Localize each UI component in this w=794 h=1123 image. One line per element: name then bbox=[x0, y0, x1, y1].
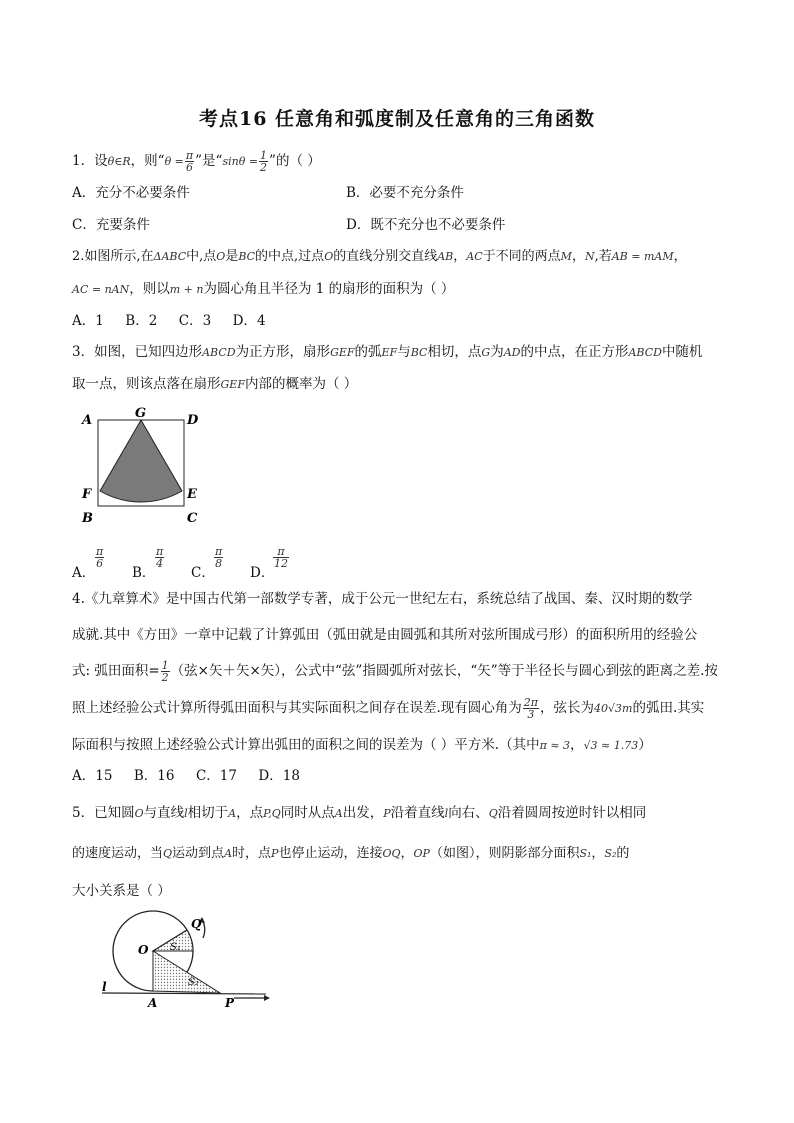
q3-l1f: 为 bbox=[490, 344, 504, 360]
q3-l1g: 的中点，在正方形 bbox=[520, 344, 629, 360]
q3-gef2: GEF bbox=[220, 378, 245, 391]
q2-l1h: ， bbox=[571, 249, 585, 264]
region-s2 bbox=[153, 951, 220, 993]
q4-l4c: 的弧田.其实 bbox=[632, 700, 705, 716]
q2-l1g: 于不同的两点 bbox=[482, 249, 561, 264]
page-title: 考点16 任意角和弧度制及任意角的三角函数 bbox=[198, 108, 596, 130]
q1-stem-d: ”的（ ） bbox=[269, 153, 321, 169]
q4-l5a: 际面积与按照上述经验公式计算出弧田的面积之间的误差为（ ）平方米.（其中 bbox=[72, 737, 540, 753]
q3-opt-c-den: 8 bbox=[215, 557, 223, 570]
q4-l3a: 式: 弧田面积= bbox=[72, 663, 160, 679]
q5-o: O bbox=[134, 807, 144, 820]
q5-p2: P bbox=[271, 847, 279, 860]
q5-l1e: 同时从点 bbox=[280, 805, 335, 821]
motion-arrowhead bbox=[264, 995, 270, 1001]
q3-abcd2: ABCD bbox=[628, 346, 662, 359]
q4-angle-frac bbox=[523, 697, 539, 720]
q1-cond1-num: π bbox=[185, 149, 194, 162]
q5-s2: S₂ bbox=[604, 847, 617, 860]
q3-gef: GEF bbox=[330, 346, 355, 359]
q1-stem-b: ，则“ bbox=[130, 153, 165, 169]
q5-l2e: ， bbox=[400, 846, 414, 861]
q5-l1b: 与直线 bbox=[143, 805, 185, 821]
q2-m: M bbox=[560, 250, 572, 263]
q3-opt-d-frac bbox=[273, 546, 289, 569]
label-s1: S₁ bbox=[170, 942, 181, 953]
q5-l2c: 时，点 bbox=[232, 846, 272, 861]
q2-bc: BC bbox=[238, 250, 256, 263]
q4-line-1: 4.《九章算术》是中国古代第一部数学专著，成于公元一世纪左右，系统总结了战国、秦、汉时期的数学 bbox=[72, 591, 693, 607]
q4-angle-num: 2π bbox=[523, 696, 539, 709]
q5-a: A bbox=[228, 807, 237, 820]
q5-l1f: 出发， bbox=[342, 805, 384, 821]
q5-line-2 bbox=[72, 845, 629, 863]
label-p: P bbox=[225, 996, 235, 1010]
q2-vec2: AC = nAN bbox=[72, 283, 130, 296]
q5-l2h: 的 bbox=[616, 846, 630, 861]
label-f: F bbox=[82, 487, 92, 502]
q3-opt-b-letter: B． bbox=[132, 565, 156, 581]
q1-cond1-den: 6 bbox=[186, 161, 194, 174]
q1-theta-r: θ∈R bbox=[107, 155, 131, 168]
q3-bc: BC bbox=[410, 346, 428, 359]
q3-opt-c-num: π bbox=[215, 545, 223, 558]
q5-p: P bbox=[383, 807, 391, 820]
label-a-point: A bbox=[148, 996, 158, 1010]
q4-l5c: ） bbox=[638, 737, 652, 753]
label-e: E bbox=[187, 487, 197, 502]
q5-q: Q bbox=[488, 807, 498, 820]
q3-opt-d-den: 12 bbox=[274, 557, 288, 570]
q1-cond2-den: 2 bbox=[260, 161, 268, 174]
q2-l1j: ， bbox=[673, 249, 687, 264]
label-s2: S₂ bbox=[188, 977, 199, 988]
q1-cond2-lhs: sinθ = bbox=[222, 155, 259, 168]
q5-l1i: 沿着圆周按逆时针以相同 bbox=[497, 805, 647, 821]
q5-q2: Q bbox=[163, 847, 173, 860]
q3-l1e: 相切，点 bbox=[427, 344, 482, 360]
q3-opt-d-num: π bbox=[273, 546, 289, 558]
label-b: B bbox=[82, 511, 93, 526]
q4-line-5 bbox=[72, 736, 652, 755]
q2-l1a: 2.如图所示,在 bbox=[72, 249, 154, 264]
q3-opt-b-num: π bbox=[156, 545, 164, 558]
q1-cond2-frac bbox=[259, 150, 268, 173]
label-o: O bbox=[138, 943, 149, 957]
q4-half-den: 2 bbox=[161, 671, 169, 684]
q1-option-c: C．充要条件 bbox=[72, 217, 150, 233]
q4-line-4 bbox=[72, 697, 704, 720]
q5-l1h: 向右、 bbox=[448, 805, 489, 821]
q3-l1c: 的弧 bbox=[354, 344, 382, 360]
q3-opt-b-frac bbox=[155, 546, 164, 569]
q4-l5b: ， bbox=[570, 737, 584, 753]
q2-mn: m + n bbox=[169, 283, 204, 296]
q5-l2b: 运动到点 bbox=[172, 846, 225, 861]
q5-figure bbox=[94, 906, 276, 1014]
q2-l1e: 的直线分别交直线 bbox=[333, 249, 438, 264]
q4-line-2: 成就.其中《方田》一章中记载了计算弧田（弧田就是由圆弧和其所对弦所围成弓形）的面积所用的经验公 bbox=[72, 627, 698, 643]
label-q: Q bbox=[191, 917, 202, 931]
q1-cond1-lhs: θ = bbox=[164, 155, 184, 168]
q1-cond2-num: 1 bbox=[260, 149, 268, 162]
q5-l2a: 的速度运动，当 bbox=[72, 846, 164, 861]
q5-line-1 bbox=[72, 804, 646, 823]
q1-option-b: B．必要不充分条件 bbox=[346, 185, 464, 201]
q4-l4b: ，弦长为 bbox=[540, 700, 595, 716]
q5-l1g: 沿着直线 bbox=[390, 805, 445, 821]
q2-o2: O bbox=[324, 250, 334, 263]
q5-l1c: 相切于 bbox=[187, 805, 229, 821]
q3-l1h: 中随机 bbox=[661, 344, 703, 360]
q5-l2d: 也停止运动，连接 bbox=[278, 846, 383, 861]
q3-opt-c-frac bbox=[214, 546, 223, 569]
q5-op: OP bbox=[413, 847, 430, 860]
label-l: l bbox=[102, 980, 107, 994]
q2-l2a: ，则以 bbox=[129, 281, 170, 297]
q5-l2g: ， bbox=[591, 846, 605, 861]
q5-s1: S₁ bbox=[579, 847, 592, 860]
q3-line-1 bbox=[72, 343, 702, 362]
q2-options: A．1 B．2 C．3 D．4 bbox=[72, 313, 266, 329]
q2-ab: AB bbox=[437, 250, 454, 263]
q3-ad: AD bbox=[503, 346, 521, 359]
q3-opt-b-den: 4 bbox=[156, 557, 164, 570]
q2-l1b: 中,点 bbox=[186, 249, 217, 264]
q3-ef: EF bbox=[381, 346, 398, 359]
q4-angle-den: 3 bbox=[527, 708, 535, 721]
q5-line-3: 大小关系是（ ） bbox=[72, 883, 171, 899]
q4-l3b: （弦×矢＋矢×矢），公式中“弦”指圆弧所对弦长，“矢”等于半径长与圆心到弦的距离之差.按 bbox=[170, 663, 718, 679]
q3-l1a: 3．如图，已知四边形 bbox=[72, 344, 203, 360]
q3-opt-a-letter: A． bbox=[72, 565, 96, 581]
q3-l1b: 为正方形，扇形 bbox=[235, 344, 331, 360]
q2-ac: AC bbox=[466, 250, 483, 263]
q1-option-a: A．充分不必要条件 bbox=[72, 185, 190, 201]
q1-option-d: D．既不充分也不必要条件 bbox=[346, 217, 506, 233]
q1-cond1-frac bbox=[185, 150, 194, 173]
q3-g: G bbox=[481, 346, 491, 359]
q3-l2a: 取一点，则该点落在扇形 bbox=[72, 376, 221, 392]
q5-l2: l bbox=[444, 807, 449, 820]
q2-o: O bbox=[216, 250, 226, 263]
q4-line-3 bbox=[72, 660, 718, 683]
q2-line-1 bbox=[72, 248, 687, 266]
q2-l1i: ,若 bbox=[594, 249, 612, 264]
q5-pq: P,Q bbox=[263, 807, 281, 820]
q5-l2f: （如图），则阴影部分面积 bbox=[429, 846, 580, 861]
q1-stem bbox=[72, 150, 321, 173]
q4-options: A．15 B．16 C．17 D．18 bbox=[72, 768, 300, 784]
q2-n: N bbox=[584, 250, 595, 263]
q2-l1c: 是 bbox=[225, 249, 239, 264]
label-d: D bbox=[187, 413, 199, 428]
q4-pi-approx: π ≈ 3 bbox=[539, 739, 571, 752]
q2-l2b: 为圆心角且半径为 1 的扇形的面积为（ ） bbox=[203, 281, 455, 297]
label-c: C bbox=[187, 511, 198, 526]
q4-sqrt-approx: √3 ≈ 1.73 bbox=[583, 739, 639, 752]
q3-abcd: ABCD bbox=[202, 346, 236, 359]
q1-stem-a: 1．设 bbox=[72, 153, 108, 169]
q2-line-2 bbox=[72, 280, 454, 299]
sector-gef bbox=[100, 420, 182, 502]
q5-a2: A bbox=[334, 807, 343, 820]
q4-l4a: 照上述经验公式计算所得弧田面积与其实际面积之间存在误差.现有圆心角为 bbox=[72, 700, 522, 716]
q3-opt-a-frac bbox=[95, 546, 104, 569]
q3-l2b: 内部的概率为（ ） bbox=[244, 376, 358, 392]
q5-l1d: ，点 bbox=[236, 805, 264, 821]
q3-opt-c-letter: C． bbox=[191, 565, 215, 581]
q5-a3: A bbox=[224, 847, 233, 860]
q4-chord: 40√3m bbox=[594, 702, 633, 715]
q3-figure bbox=[76, 402, 206, 532]
q2-vec1: AB = mAM bbox=[611, 250, 674, 263]
label-a: A bbox=[82, 413, 93, 428]
q3-l1d: 与 bbox=[397, 344, 411, 360]
q2-l1d: 的中点,过点 bbox=[255, 249, 325, 264]
q3-opt-a-den: 6 bbox=[96, 557, 104, 570]
q4-half-num: 1 bbox=[161, 659, 169, 672]
q3-opt-a-num: π bbox=[96, 545, 104, 558]
q5-l1a: 5．已知圆 bbox=[72, 805, 135, 821]
q1-stem-c: ”是“ bbox=[195, 153, 223, 169]
q3-line-2 bbox=[72, 375, 357, 394]
line-l bbox=[102, 993, 266, 994]
label-g: G bbox=[135, 406, 147, 421]
q4-half-frac bbox=[161, 660, 170, 683]
q2-tri: ΔABC bbox=[153, 250, 187, 263]
q5-l: l bbox=[184, 807, 188, 820]
q2-l1f: ， bbox=[453, 249, 467, 264]
q5-oq: OQ bbox=[382, 847, 401, 860]
q3-opt-d-letter: D． bbox=[250, 565, 275, 581]
